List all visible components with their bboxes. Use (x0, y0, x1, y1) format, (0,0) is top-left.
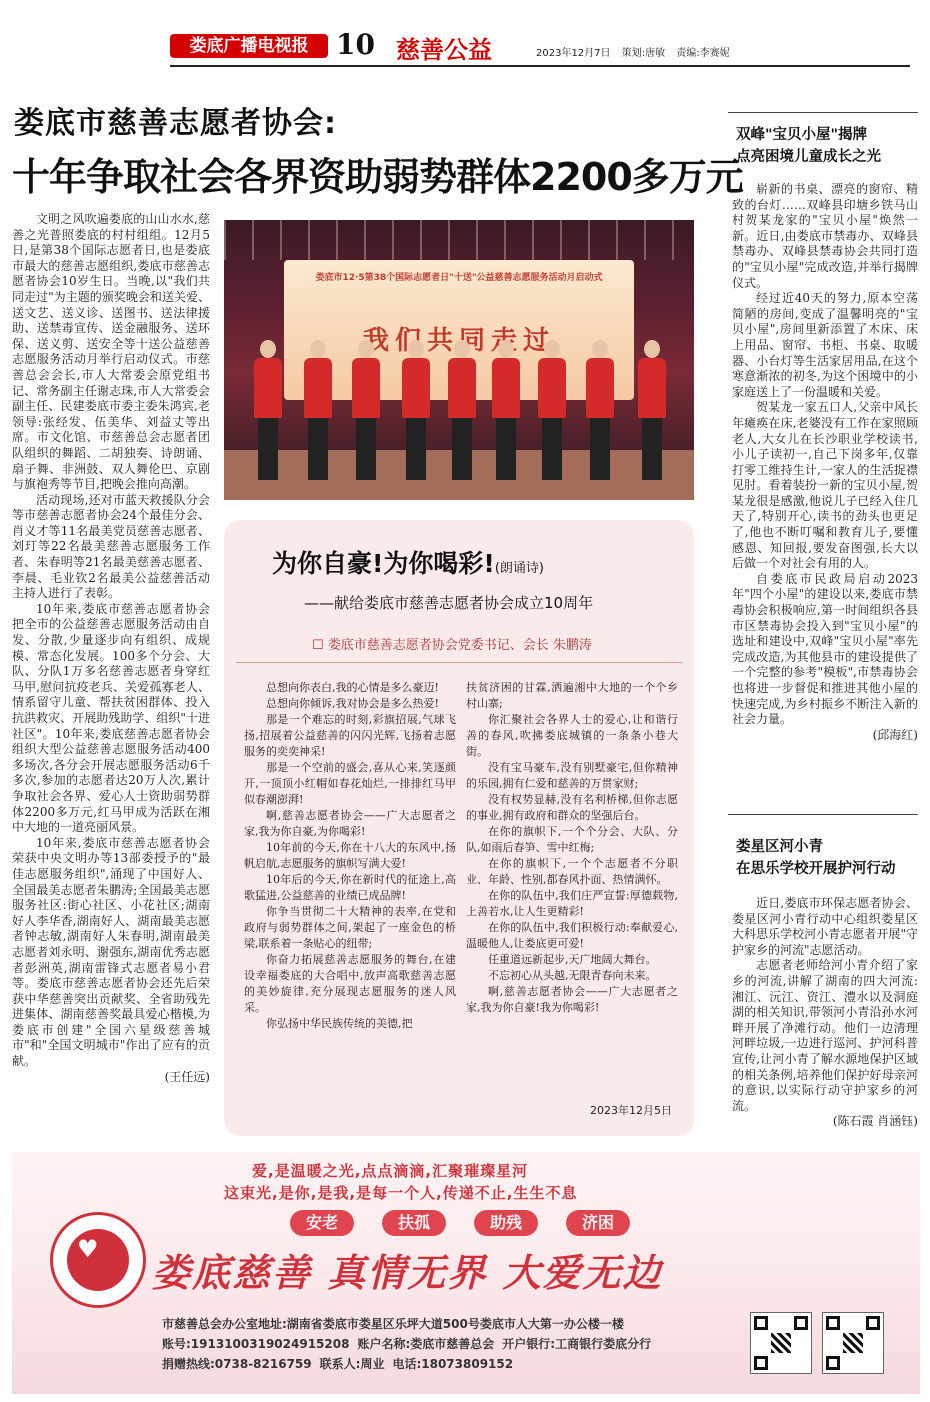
heart-icon: ♥ (77, 1235, 99, 1263)
poem-stanza: 总想向你倾诉,我对协会是多么热爱! (266, 697, 439, 710)
volunteer-figure (490, 340, 520, 480)
issue-date: 2023年12月7日 (536, 48, 611, 59)
banner-line2: 这束光,是你,是我,是每一个人,传递不止,生生不息 (224, 1184, 578, 1202)
banner-line1: 爱,是温暖之光,点点滴滴,汇聚璀璨星河 (252, 1162, 529, 1180)
poem-title: 为你自豪!为你喝彩!(朗诵诗) (272, 549, 544, 578)
article2-title-line2: 在思乐学校开展护河行动 (736, 861, 896, 877)
poem-stanza: 在你的队伍中,我们积极行动:奉献爱心,温暖他人,让娄底更可爱! (466, 921, 678, 950)
volunteer-figure (350, 340, 380, 480)
contact-info (162, 1314, 651, 1374)
poem-column-left (244, 680, 456, 1100)
paragraph: 近日,娄底市环保志愿者协会、娄星区河小青行动中心组织娄星区大科思乐学校河小青志愿者开展"守护家乡的河流"志愿活动。 (732, 896, 918, 957)
divider (728, 112, 918, 113)
charity-logo (50, 1212, 146, 1308)
article1-title-line2: 点亮困境儿童成长之光 (736, 149, 881, 165)
paper-logo: 娄底广播电视报 (170, 34, 328, 58)
paragraph: 活动现场,还对市蓝天救援队分会等市慈善志愿者协会24个最佳分会、肖义才等11名最美党员慈善志愿者、刘玎等22名最美慈善志愿服务工作者、朱春明等21名最美慈善志愿者、李晨、毛业钦2名最美公益慈善活动主持人进行了表彰。 (12, 492, 210, 601)
divider (236, 662, 682, 663)
pill-orphans: 扶孤 (382, 1210, 446, 1236)
volunteer-figure (302, 340, 332, 480)
article1-title-line1: 双峰"宝贝小屋"揭牌 (736, 127, 868, 143)
poem-stanza: 没有宝马豪车,没有别墅豪宅,但你精神的乐园,拥有仁爱和慈善的万贯家财; (466, 761, 678, 790)
poem-stanza: 那是一个难忘的时刻,彩旗招展,气球飞扬,招展着公益慈善的闪闪光辉,飞扬着志愿服务的奕奕神采! (244, 713, 456, 758)
editor: 责编:李赛妮 (676, 48, 730, 59)
poem-box (224, 520, 694, 1136)
right-article-2 (732, 896, 918, 1144)
volunteer-figure (536, 340, 566, 480)
poem-stanza: 你汇聚社会各界人士的爱心,让和谐行善的春风,吹拂娄底城镇的一条条小巷大街。 (466, 713, 678, 758)
hotline-info: 捐赠热线:0738-8216759 联系人:周业 电话:18073809152 (162, 1357, 514, 1371)
screen-caption: 娄底市12·5第38个国际志愿者日"十送"公益慈善志愿服务活动月启动式 (315, 273, 603, 283)
volunteer-figure (584, 340, 614, 480)
qr-code-icon (750, 1312, 812, 1374)
left-article (12, 212, 210, 1146)
article2-title-line1: 娄星区河小青 (736, 839, 823, 855)
section-title: 慈善公益 (396, 36, 492, 64)
poem-stanza: 你弘扬中华民族传统的美德,把 (266, 1017, 413, 1030)
pill-disabled: 助残 (474, 1210, 538, 1236)
event-photo (224, 220, 694, 500)
pill-elderly: 安老 (290, 1210, 354, 1236)
poem-stanza: 10年前的今天,你在十八大的东风中,扬帆启航,志愿服务的旗帜写满大爱! (244, 841, 456, 870)
byline: (邱海红) (872, 727, 918, 742)
masthead-meta (536, 44, 738, 59)
divider (728, 814, 918, 815)
pill-poverty: 济困 (566, 1210, 630, 1236)
poem-stanza: 啊,慈善志愿者协会——广大志愿者之家,我为你自豪,为你喝彩! (244, 809, 456, 838)
banner-slogan: 娄底慈善 真情无界 大爱无边 (152, 1250, 663, 1295)
paragraph: 贺某龙一家五口人,父亲中风长年瘫痪在床,老婆没有工作在家照顾老人,大女儿在长沙职业学校读书,小儿子读初一,自己下岗多年,仅靠打零工维持生计,一家人的生活捉襟见肘。看着装扮一新的宝贝小屋,贺某龙很是感激,他说儿子已经入住几天了,特别开心,读书的劲头也更足了,他也不断叮嘱和教育儿子,要懂感恩、知回报,要发奋图强,长大以后做一个对社会有用的人。 (732, 400, 918, 571)
paragraph: 崭新的书桌、漂亮的窗帘、精致的台灯……双峰县印塘乡铁马山村贺某龙家的"宝贝小屋"焕然一新。近日,由娄底市禁毒办、双峰县禁毒办、双峰县禁毒协会共同打造的"宝贝小屋"完成改造,并举行揭牌仪式。 (732, 182, 918, 290)
poem-stanza: 总想向你表白,我的心情是多么豪迈! (266, 681, 439, 694)
poem-stanza: 那是一个空前的盛会,喜从心来,笑逐颜开,一顶顶小红帽如春花灿烂,一排排红马甲似春潮澎湃! (244, 761, 456, 806)
paragraph: 文明之风吹遍娄底的山山水水,慈善之光普照娄底的村村组组。12月5日,是第38个国际志愿者日,也是娄底市最大的慈善志愿组织,娄底市慈善志愿者协会10岁生日。当晚,以"我们共同走过"为主题的颁奖晚会和送关爱、送文艺、送义诊、送图书、送法律援助、送禁毒宣传、送金融服务、送环保、送义剪、送安全等十送公益慈善志愿服务活动月举行启动仪式。市慈善总会会长,市人大常委会原党组书记、常务副主任谢志珠,市人大常委会副主任、民建娄底市委主委朱鸿宾,老领导:张经发、伍美华、刘益丈等出席。市文化馆、市慈善总会志愿者团队组织的舞蹈、二胡独奏、诗朗诵、扇子舞、非洲鼓、双人舞伦巴、京剧与旗袍秀等节目,把晚会推向高潮。 (12, 212, 210, 492)
office-address: 市慈善总会办公室地址:湖南省娄底市娄星区乐坪大道500号娄底市人大第一办公楼一楼 (162, 1317, 624, 1331)
page-number: 10 (336, 28, 375, 61)
masthead-rule (170, 65, 910, 67)
poem-stanza: 在你的队伍中,我们庄严宣誓:厚德载物,上善若水,让人生更精彩! (466, 889, 678, 918)
poem-stanza: 扶贫济困的甘霖,洒遍湘中大地的一个个乡村山寨; (466, 681, 678, 710)
volunteer-figure (446, 340, 476, 480)
volunteer-figure (252, 340, 282, 480)
poem-stanza: 你奋力拓展慈善志愿服务的舞台,在建设幸福娄底的大合唱中,放声高歌慈善志愿的美妙旋律,充分展现志愿服务的迷人风采。 (244, 953, 456, 1014)
poem-stanza: 你争当贯彻二十大精神的表率,在党和政府与弱势群体之间,架起了一座金色的桥梁,联系着一条贴心的纽带; (244, 905, 456, 950)
volunteer-figure (400, 340, 430, 480)
poem-stanza: 任重道远新起步,天广地阔大舞台。 (488, 953, 657, 966)
paragraph: 自娄底市民政局启动2023年"四个小屋"的建设以来,娄底市禁毒协会积极响应,第一时间组织各县市区禁毒协会投入到"宝贝小屋"的选址和建设中,双峰"宝贝小屋"率先完成改造,为其他县市的建设提供了一个完整的参考"模板",市禁毒协会也将进一步督促和推进其他小屋的快速完成,为乡村振乡不断注入新的社会力量。 (732, 571, 918, 727)
headline-line1: 娄底市慈善志愿者协会: (14, 106, 337, 141)
poem-stanza: 10年后的今天,你在新时代的征途上,高歌猛进,公益慈善的业绩已成品牌! (244, 873, 456, 902)
charity-banner (12, 1152, 920, 1394)
byline: (陈石霞 肖涵钰) (832, 1114, 918, 1129)
poem-stanza: 啊,慈善志愿者协会——广大志愿者之家,我为你自豪!我为你喝彩! (466, 985, 678, 1014)
headline-line2: 十年争取社会各界资助弱势群体2200多万元 (12, 155, 743, 199)
qr-code-icon (822, 1312, 884, 1374)
bank-info: 账号:1913100319024915208 账户名称:娄底市慈善总会 开户银行:工商银行娄底分行 (162, 1337, 652, 1351)
poem-date: 2023年12月5日 (590, 1104, 672, 1117)
poem-stanza: 没有权势显赫,没有名利桥梯,但你志愿的事业,拥有政府和群众的坚强后台。 (466, 793, 678, 822)
poem-title-note: (朗诵诗) (494, 561, 544, 576)
byline: (王任远) (164, 1069, 210, 1084)
planner: 策划:唐敏 (621, 48, 666, 59)
stage-lights (224, 220, 694, 260)
paragraph: 10年来,娄底市慈善志愿者协会把全市的公益慈善志愿服务活动由自发、分散,少量逐步向有组织、成规模、常态化发展。100多个分会、大队、分队1万多名慈善志愿者身穿红马甲,慰问抗疫老兵、关爱孤寡老人、情系留守儿童、帮扶贫困群体、投入抗洪救灾、开展助残助学、组织"十进社区"。10年来,娄底慈善志愿者协会组织大型公益慈善志愿服务活动400多场次,各分会开展志愿服务活动6千多次,参加的志愿者达20万人次,累计争取社会各界、爱心人士资助弱势群体2200多万元,红马甲成为活跃在湘中大地的一道亮丽风景。 (12, 601, 210, 835)
poem-column-right (466, 680, 678, 1100)
paragraph: 10年来,娄底市慈善志愿者协会荣获中央文明办等13部委授予的"最佳志愿服务组织",涌现了中国好人、全国最美志愿者朱鹏涛;全国最美志愿服务社区:街心社区、小花社区;湖南好人李华香,湖南好人、湖南最美志愿者钟志敏,湖南好人朱春明,湖南最美志愿者刘永明、谢强东,湖南优秀志愿者彭洲英,湖南雷锋式志愿者易小君等。娄底市慈善志愿者协会还先后荣获中华慈善突出贡献奖、全省助残先进集体、湖南慈善奖最具爱心楷模,为娄底市创建"全国六星级慈善城市"和"全国文明城市"作出了应有的贡献。 (12, 835, 210, 1069)
poem-stanza: 在你的旗帜下,一个个分会、大队、分队,如雨后春笋、雪中红梅; (466, 825, 678, 854)
volunteer-figure (636, 340, 666, 480)
poem-author: ☐ 娄底市慈善志愿者协会党委书记、会长 朱鹏涛 (312, 638, 592, 653)
paragraph: 志愿者老师给河小青介绍了家乡的河流,讲解了湖南的四大河流:湘江、沅江、资江、澧水以及洞庭湖的相关知识,带领河小青沿孙水河畔开展了净滩行动。他们一边清理河畔垃圾,一边进行巡河、护河科普宣传,让河小青了解水源地保护区域的相关条例,培养他们保护好母亲河的意识,以实际行动守护家乡的河流。 (732, 958, 918, 1113)
poem-subtitle: ——献给娄底市慈善志愿者协会成立10周年 (304, 594, 594, 612)
paragraph: 经过近40天的努力,原本空荡简陋的房间,变成了温馨明亮的"宝贝小屋",房间里新添置了木床、床上用品、窗帘、书柜、书桌、取暖器、小台灯等生活家居用品,在这个寒意渐浓的初冬,为这个困境中的小家庭送上了一份温暖和关爱。 (732, 291, 918, 399)
right-article-1 (732, 182, 918, 806)
masthead (170, 28, 910, 62)
poem-stanza: 不忘初心从头越,无限青春向未来。 (488, 969, 657, 982)
poem-stanza: 在你的旗帜下,一个个志愿者不分职业、年龄、性别,都春风扑面、热情满怀。 (466, 857, 678, 886)
